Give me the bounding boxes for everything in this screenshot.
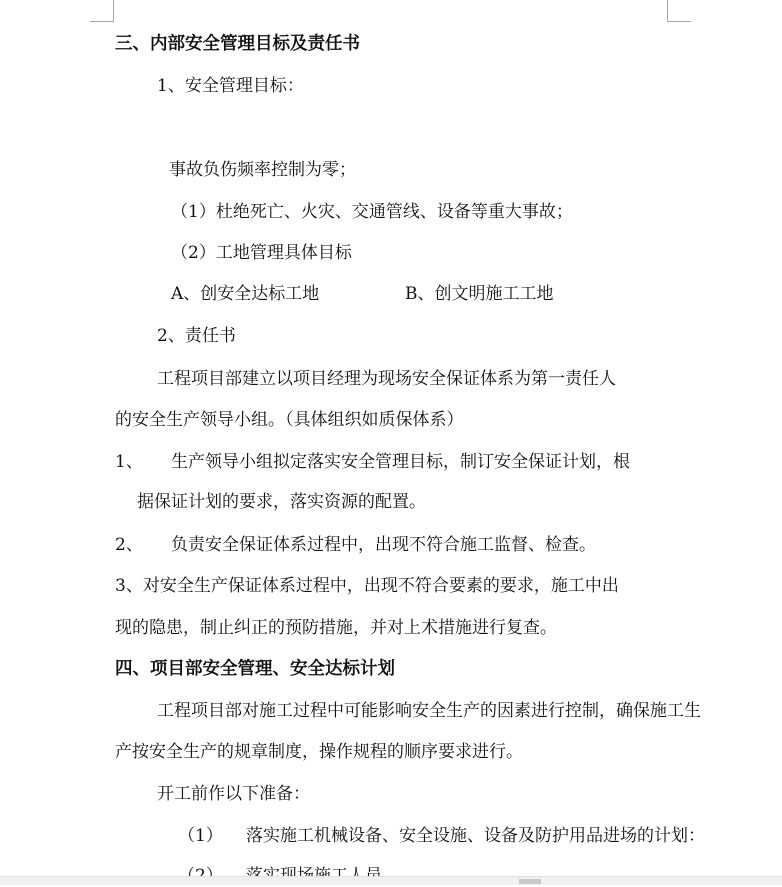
goal-b: B、创文明施工工地 [405,284,554,304]
numbered-item-text: 负责安全保证体系过程中，出现不符合施工监督、检查。 [171,535,596,555]
list-marker: （1） [178,826,223,846]
paragraph-accident-rate: 事故负伤频率控制为零； [169,160,356,180]
scrollbar-thumb[interactable] [519,879,541,884]
section-heading-3: 三、内部安全管理目标及责任书 [115,34,360,54]
page-corner-mark-right-h [667,21,691,22]
paragraph-line: 现的隐患，制止纠正的预防措施，并对上术措施进行复查。 [115,618,557,638]
numbered-item-marker: 1、 [115,452,143,472]
numbered-item-marker: 2、 [115,535,143,555]
numbered-item-text: 生产领导小组拟定落实安全管理目标，制订安全保证计划，根 [171,452,630,472]
numbered-item-text: 据保证计划的要求，落实资源的配置。 [137,492,426,512]
paragraph-line: 的安全生产领导小组。（具体组织如质保体系） [115,410,464,430]
paragraph-line: 开工前作以下准备： [157,784,310,804]
goal-a: A、创安全达标工地 [171,284,320,304]
page-corner-mark-left-v [113,0,114,22]
paragraph-line: 工程项目部建立以项目经理为现场安全保证体系为第一责任人 [157,369,616,389]
page-corner-mark-left-h [90,21,114,22]
list-item-text: 落实施工机械设备、安全设施、设备及防护用品进场的计划： [246,826,705,846]
page-corner-mark-right-v [667,0,668,22]
subheading-responsibility: 2、责任书 [157,326,236,346]
paragraph-line: 工程项目部对施工过程中可能影响安全生产的因素进行控制，确保施工生 [157,701,701,721]
section-heading-4: 四、项目部安全管理、安全达标计划 [115,659,395,679]
subheading-safety-goals: 1、安全管理目标： [157,76,304,96]
list-item-2: （2）工地管理具体目标 [171,243,352,263]
paragraph-line: 3、对安全生产保证体系过程中，出现不符合要素的要求，施工中出 [115,576,619,596]
list-item-1: （1）杜绝死亡、火灾、交通管线、设备等重大事故； [171,202,573,222]
paragraph-line: 产按安全生产的规章制度，操作规程的顺序要求进行。 [115,742,523,762]
